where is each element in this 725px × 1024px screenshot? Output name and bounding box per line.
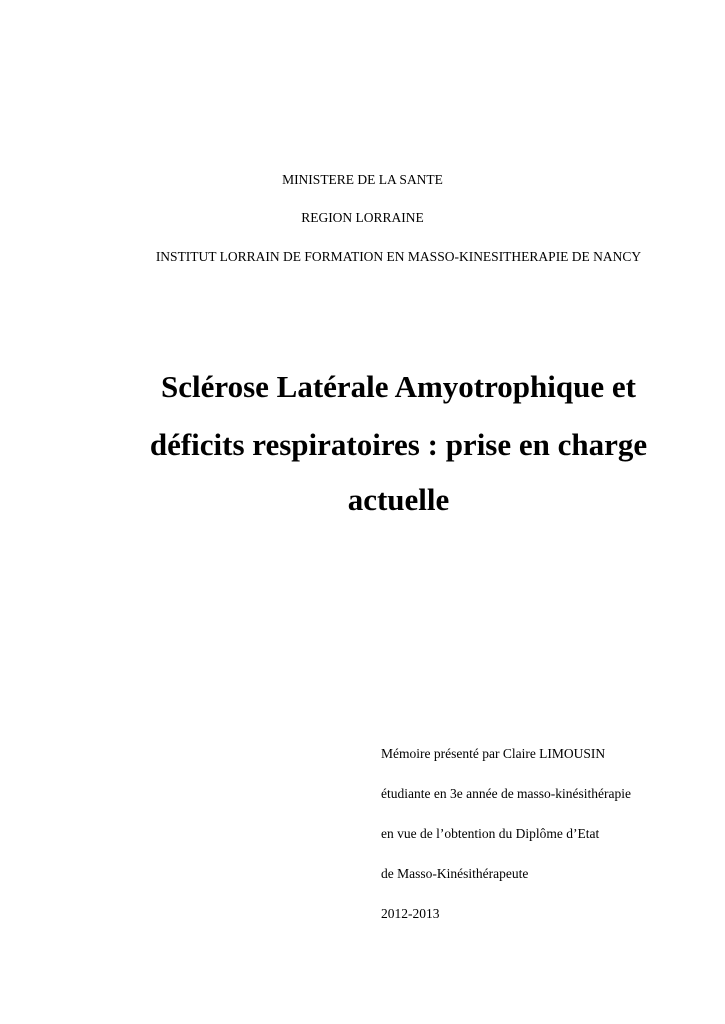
author-line: Mémoire présenté par Claire LIMOUSIN [381,746,606,761]
academic-year: 2012-2013 [381,906,440,921]
title-line-2: déficits respiratoires : prise en charge [149,427,648,462]
title-line-3: actuelle [347,482,450,517]
region-heading: REGION LORRAINE [301,210,424,225]
ministry-heading: MINISTERE DE LA SANTE [282,172,443,187]
purpose-line: en vue de l’obtention du Diplôme d’Etat [381,826,600,841]
institute-heading: INSTITUT LORRAIN DE FORMATION EN MASSO-KINESITHERAPIE DE NANCY [155,249,642,264]
diploma-line: de Masso-Kinésithérapeute [381,866,529,881]
student-line: étudiante en 3e année de masso-kinésithérapie [381,786,632,801]
title-line-1: Sclérose Latérale Amyotrophique et [161,369,636,404]
